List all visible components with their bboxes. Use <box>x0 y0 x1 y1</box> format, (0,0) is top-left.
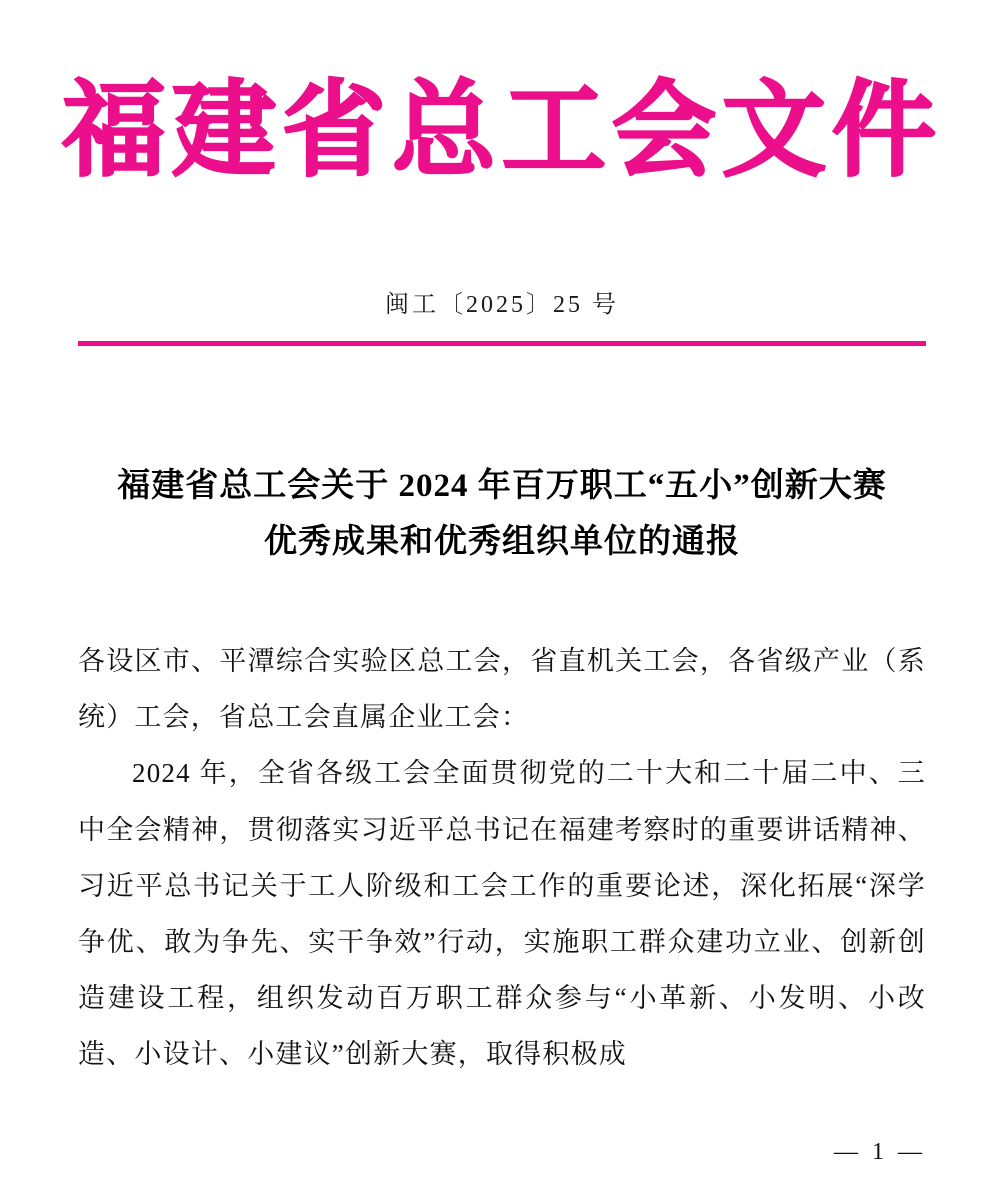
body-paragraph-1: 2024 年，全省各级工会全面贯彻党的二十大和二十届二中、三中全会精神，贯彻落实习近平总书记在福建考察时的重要讲话精神、习近平总书记关于工人阶级和工会工作的重要论述，深化拓展“深学争优、敢为争先、实干争效”行动，实施职工群众建功立业、创新创造建设工程，组织发动百万职工群众参与“小革新、小发明、小改造、小设计、小建议”创新大赛，取得积极成 <box>78 758 926 1070</box>
document-title-line-1: 福建省总工会关于 2024 年百万职工“五小”创新大赛 <box>117 467 887 504</box>
masthead-title: 福建省总工会文件 <box>61 74 942 189</box>
page-number-footer: — 1 — <box>834 1139 926 1165</box>
body-addressee: 各设区市、平潭综合实验区总工会，省直机关工会，各省级产业（系统）工会，省总工会直属企业工会： <box>78 646 926 733</box>
document-title <box>66 458 938 572</box>
masthead-divider-rule <box>78 341 926 346</box>
masthead <box>0 0 1004 192</box>
document-number-row <box>0 284 1004 319</box>
document-number: 闽工〔2025〕25 号 <box>385 291 619 318</box>
document-title-line-2: 优秀成果和优秀组织单位的通报 <box>264 524 740 561</box>
document-body <box>78 633 926 1082</box>
